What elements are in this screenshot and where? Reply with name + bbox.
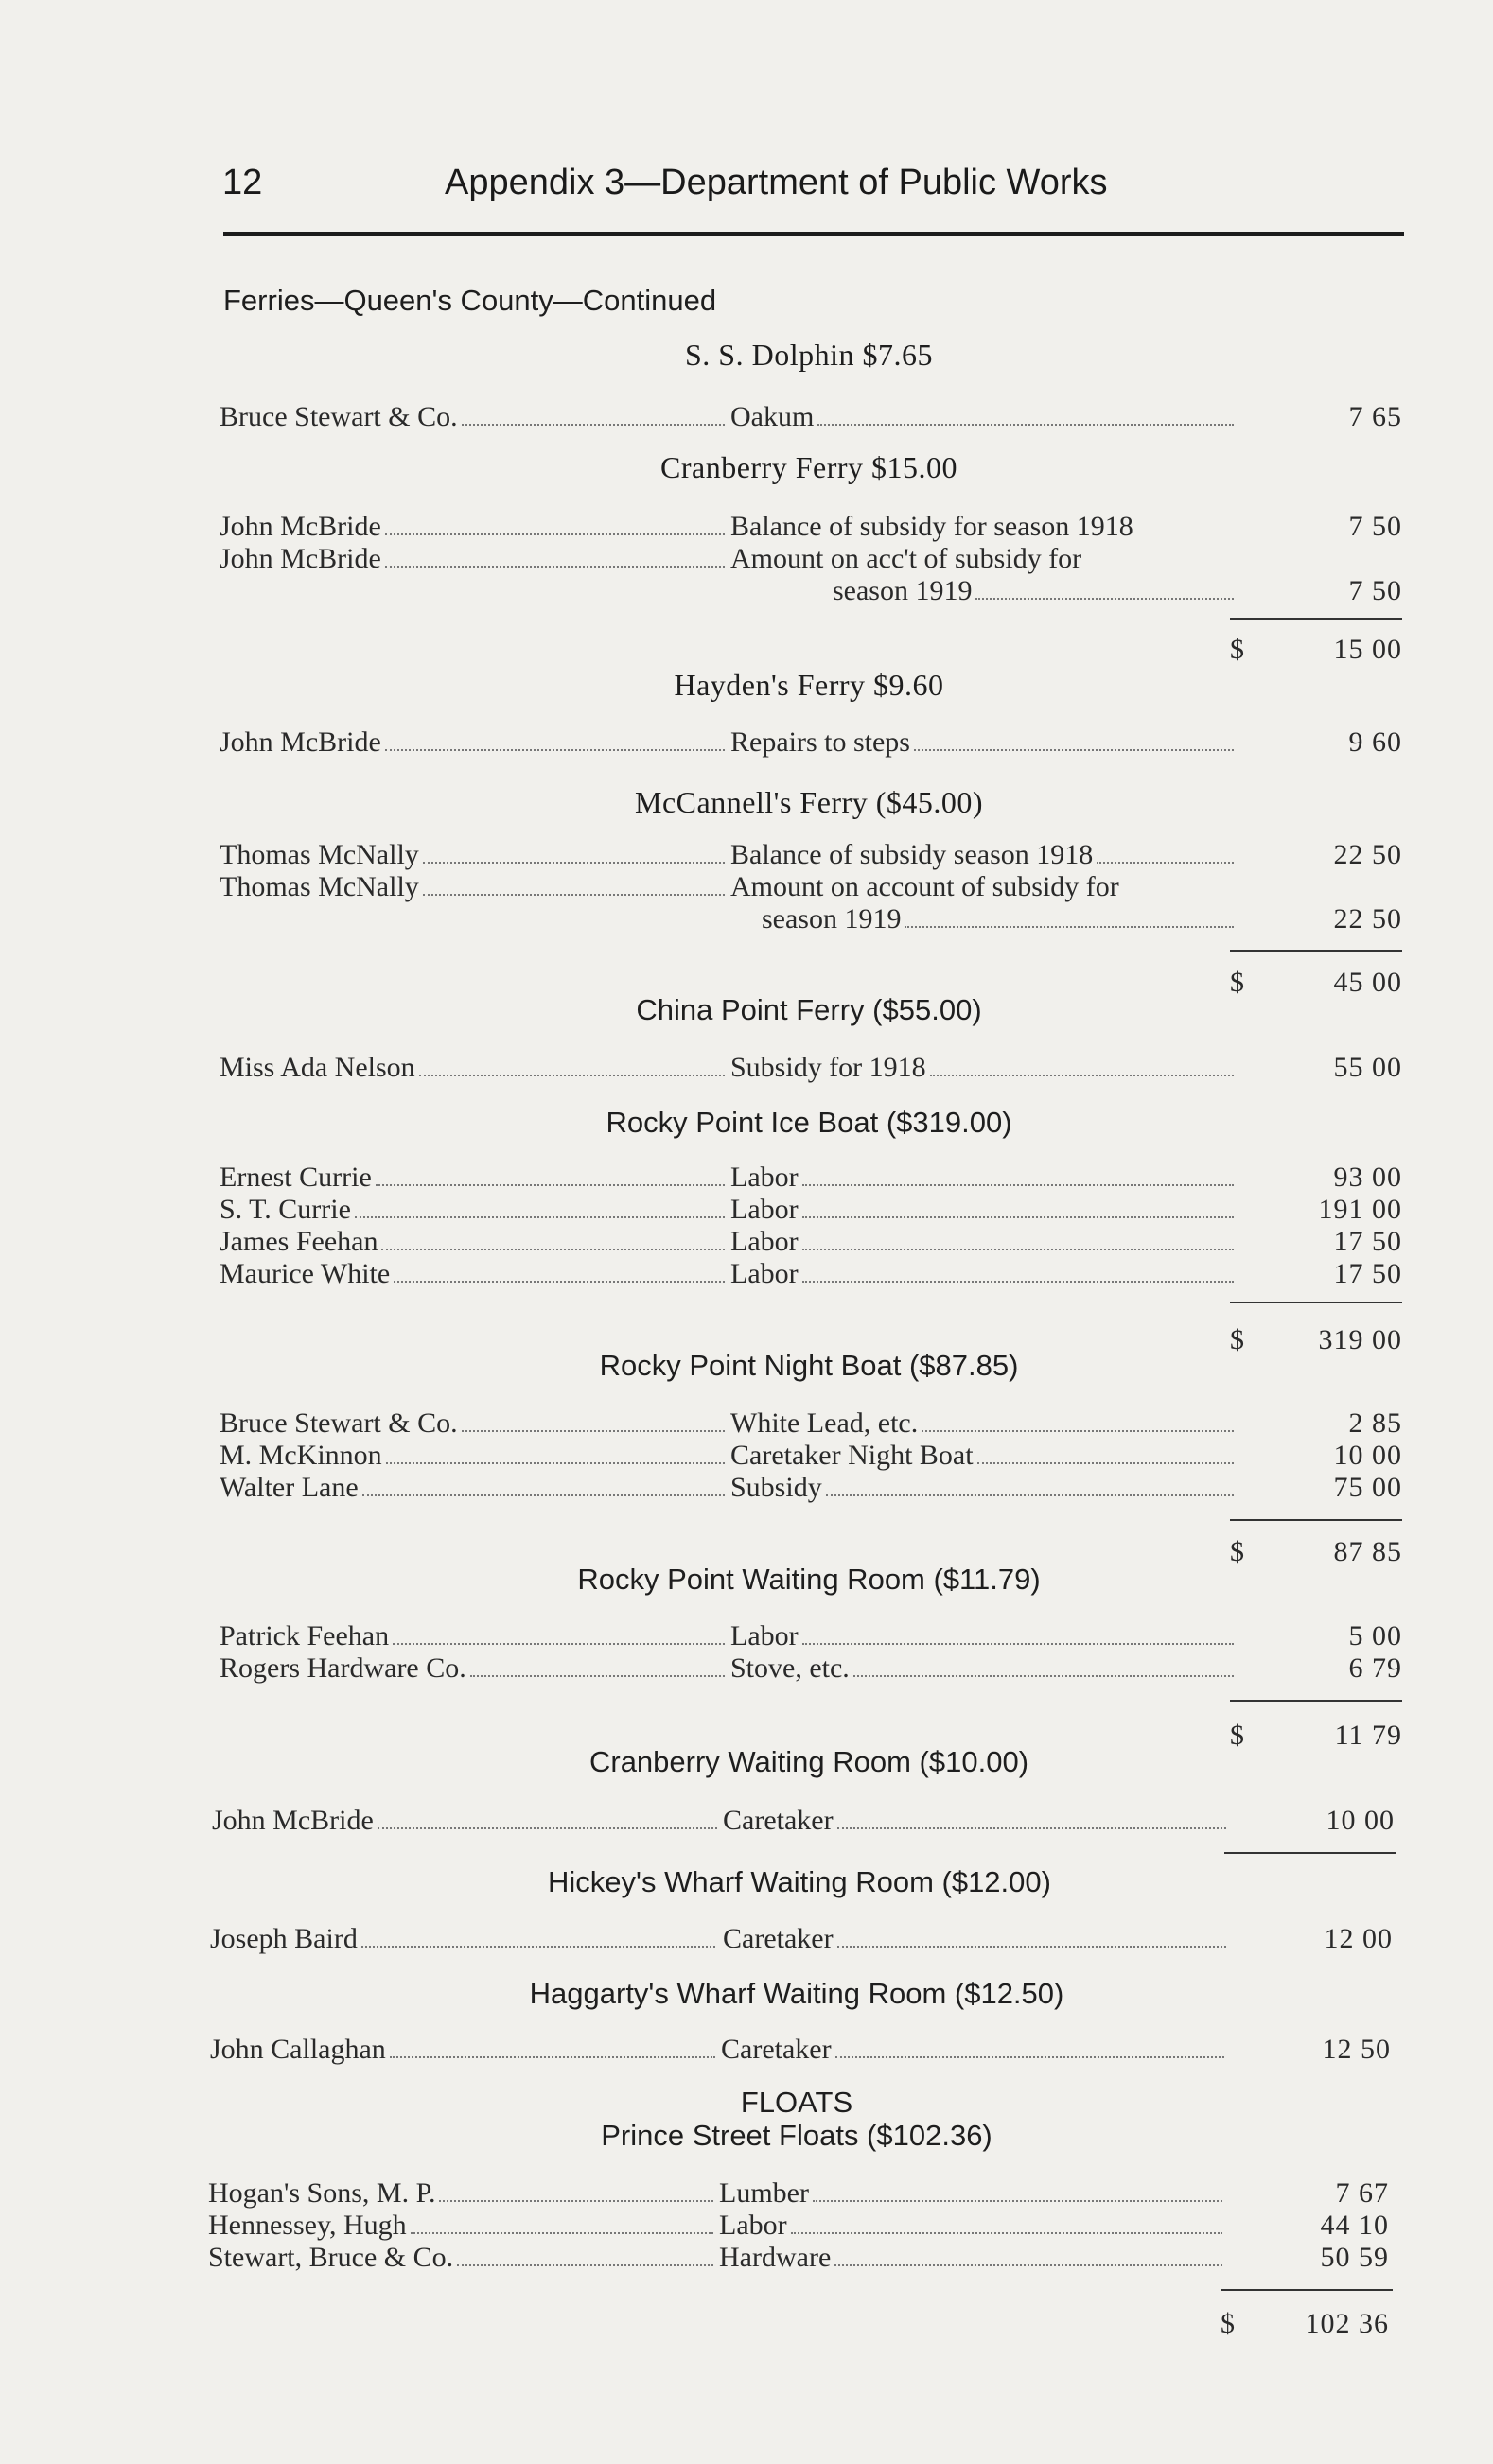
sum-rule <box>1221 2289 1393 2291</box>
table-row <box>0 1923 1493 1955</box>
payee: John McBride <box>220 511 727 543</box>
page-number: 12 <box>222 163 263 202</box>
item-description: Caretaker <box>721 2034 1226 2066</box>
payee: Bruce Stewart & Co. <box>220 401 727 433</box>
item-description: Subsidy for 1918 <box>730 1052 1236 1084</box>
sum-rule <box>1230 1302 1402 1303</box>
item-description: Labor <box>730 1162 1236 1194</box>
table-row <box>0 1472 1493 1504</box>
sum-rule <box>1230 1700 1402 1702</box>
payee: Ernest Currie <box>220 1162 727 1194</box>
item-description: Balance of subsidy season 1918 <box>730 839 1236 871</box>
amount: 75 00 <box>1333 1472 1402 1503</box>
payee: Thomas McNally <box>220 839 727 871</box>
table-row <box>0 1258 1493 1290</box>
sum-rule <box>1230 950 1402 952</box>
payee: Hogan's Sons, M. P. <box>208 2177 715 2210</box>
table-row <box>0 839 1493 871</box>
table-row <box>0 1052 1493 1084</box>
amount: 7 50 <box>1348 575 1402 606</box>
amount: 7 67 <box>1335 2177 1389 2209</box>
page-title: Appendix 3—Department of Public Works <box>445 163 1108 202</box>
item-description: Labor <box>730 1194 1236 1226</box>
item-description: Hardware <box>719 2242 1224 2274</box>
total-row <box>0 2308 1493 2340</box>
group-heading-rocky-point-ice: Rocky Point Ice Boat ($319.00) <box>606 1106 1012 1139</box>
page-header <box>220 159 1404 216</box>
sum-rule <box>1224 1852 1396 1854</box>
amount: 10 00 <box>1326 1805 1395 1836</box>
payee: Bruce Stewart & Co. <box>220 1407 727 1440</box>
amount: 10 00 <box>1333 1440 1402 1471</box>
item-description-continued: season 1919 <box>762 903 1236 935</box>
table-row <box>0 511 1493 543</box>
amount: 191 00 <box>1318 1194 1402 1225</box>
dollar-sign: $ <box>1221 2308 1235 2339</box>
payee: John Callaghan <box>210 2034 717 2066</box>
table-row <box>0 2210 1493 2242</box>
dollar-sign: $ <box>1230 1536 1244 1567</box>
item-description: Labor <box>730 1226 1236 1258</box>
table-row <box>0 1194 1493 1226</box>
item-description: Caretaker <box>723 1923 1228 1955</box>
group-total: 15 00 <box>1333 634 1402 665</box>
amount: 93 00 <box>1333 1162 1402 1193</box>
amount: 44 10 <box>1320 2210 1389 2241</box>
group-heading-haydens-ferry: Hayden's Ferry $9.60 <box>674 668 944 702</box>
table-row <box>0 543 1493 575</box>
payee: Miss Ada Nelson <box>220 1052 727 1084</box>
payee: Joseph Baird <box>210 1923 717 1955</box>
item-description: Amount on acc't of subsidy for <box>730 543 1082 574</box>
item-description: Labor <box>730 1258 1236 1290</box>
item-description: Oakum <box>730 401 1236 433</box>
dollar-sign: $ <box>1230 1324 1244 1355</box>
group-heading-prince-street-floats: Prince Street Floats ($102.36) <box>601 2119 992 2152</box>
amount: 22 50 <box>1333 903 1402 935</box>
item-description: Labor <box>730 1620 1236 1652</box>
table-row <box>0 1620 1493 1652</box>
payee: Walter Lane <box>220 1472 727 1504</box>
amount: 7 50 <box>1348 511 1402 542</box>
table-row <box>0 401 1493 433</box>
table-row <box>0 871 1493 903</box>
table-row <box>0 575 1493 607</box>
table-row <box>0 2242 1493 2274</box>
group-heading-cranberry-ferry: Cranberry Ferry $15.00 <box>659 450 958 484</box>
total-row <box>0 634 1493 666</box>
payee: John McBride <box>212 1805 719 1837</box>
payee: Maurice White <box>220 1258 727 1290</box>
payee: Hennessey, Hugh <box>208 2210 715 2242</box>
payee: Rogers Hardware Co. <box>220 1652 727 1685</box>
item-description: Balance of subsidy for season 1918 <box>730 511 1133 542</box>
group-heading-dolphin: S. S. Dolphin $7.65 <box>685 338 933 372</box>
section-heading-floats: FLOATS <box>740 2086 853 2119</box>
group-total: 87 85 <box>1333 1536 1402 1567</box>
payee: James Feehan <box>220 1226 727 1258</box>
dollar-sign: $ <box>1230 967 1244 998</box>
group-heading-cranberry-waiting: Cranberry Waiting Room ($10.00) <box>588 1745 1029 1778</box>
group-total: 319 00 <box>1318 1324 1402 1355</box>
group-total: 45 00 <box>1333 967 1402 998</box>
amount: 6 79 <box>1348 1652 1402 1684</box>
amount: 55 00 <box>1333 1052 1402 1083</box>
amount: 7 65 <box>1348 401 1402 432</box>
table-row <box>0 903 1493 935</box>
group-heading-rocky-point-waiting: Rocky Point Waiting Room ($11.79) <box>577 1563 1041 1596</box>
payee: John McBride <box>220 543 727 575</box>
dollar-sign: $ <box>1230 634 1244 665</box>
item-description: Stove, etc. <box>730 1652 1236 1685</box>
table-row <box>0 1652 1493 1685</box>
table-row <box>0 1440 1493 1472</box>
item-description: Labor <box>719 2210 1224 2242</box>
item-description: Amount on account of subsidy for <box>730 871 1119 902</box>
item-description-continued: season 1919 <box>833 575 1236 607</box>
payee: S. T. Currie <box>220 1194 727 1226</box>
sum-rule <box>1230 1519 1402 1521</box>
section-label: Ferries—Queen's County—Continued <box>223 284 717 317</box>
payee: John McBride <box>220 726 727 759</box>
table-row <box>0 1226 1493 1258</box>
item-description: Caretaker <box>723 1805 1228 1837</box>
group-total: 102 36 <box>1305 2308 1389 2339</box>
amount: 2 85 <box>1348 1407 1402 1439</box>
item-description: Repairs to steps <box>730 726 1236 759</box>
table-row <box>0 1162 1493 1194</box>
amount: 17 50 <box>1333 1258 1402 1289</box>
amount: 12 00 <box>1324 1923 1393 1954</box>
item-description: Caretaker Night Boat <box>730 1440 1236 1472</box>
payee: Patrick Feehan <box>220 1620 727 1652</box>
group-heading-haggartys-wharf: Haggarty's Wharf Waiting Room ($12.50) <box>529 1977 1064 2010</box>
group-total: 11 79 <box>1334 1720 1402 1751</box>
group-heading-rocky-point-night: Rocky Point Night Boat ($87.85) <box>599 1349 1019 1382</box>
header-rule <box>223 232 1404 236</box>
item-description: Lumber <box>719 2177 1224 2210</box>
table-row <box>0 726 1493 759</box>
payee: Thomas McNally <box>220 871 727 903</box>
amount: 17 50 <box>1333 1226 1402 1257</box>
amount: 9 60 <box>1348 726 1402 758</box>
group-heading-china-point: China Point Ferry ($55.00) <box>636 993 982 1026</box>
amount: 22 50 <box>1333 839 1402 870</box>
amount: 5 00 <box>1348 1620 1402 1651</box>
amount: 12 50 <box>1322 2034 1391 2065</box>
sum-rule <box>1230 618 1402 620</box>
amount: 50 59 <box>1320 2242 1389 2273</box>
payee: M. McKinnon <box>220 1440 727 1472</box>
table-row <box>0 2034 1493 2066</box>
item-description: White Lead, etc. <box>730 1407 1236 1440</box>
item-description: Subsidy <box>730 1472 1236 1504</box>
table-row <box>0 1407 1493 1440</box>
dollar-sign: $ <box>1230 1720 1244 1751</box>
group-heading-hickeys-wharf: Hickey's Wharf Waiting Room ($12.00) <box>548 1865 1051 1898</box>
group-heading-mccannells-ferry: McCannell's Ferry ($45.00) <box>634 785 984 819</box>
table-row <box>0 2177 1493 2210</box>
payee: Stewart, Bruce & Co. <box>208 2242 715 2274</box>
table-row <box>0 1805 1493 1837</box>
